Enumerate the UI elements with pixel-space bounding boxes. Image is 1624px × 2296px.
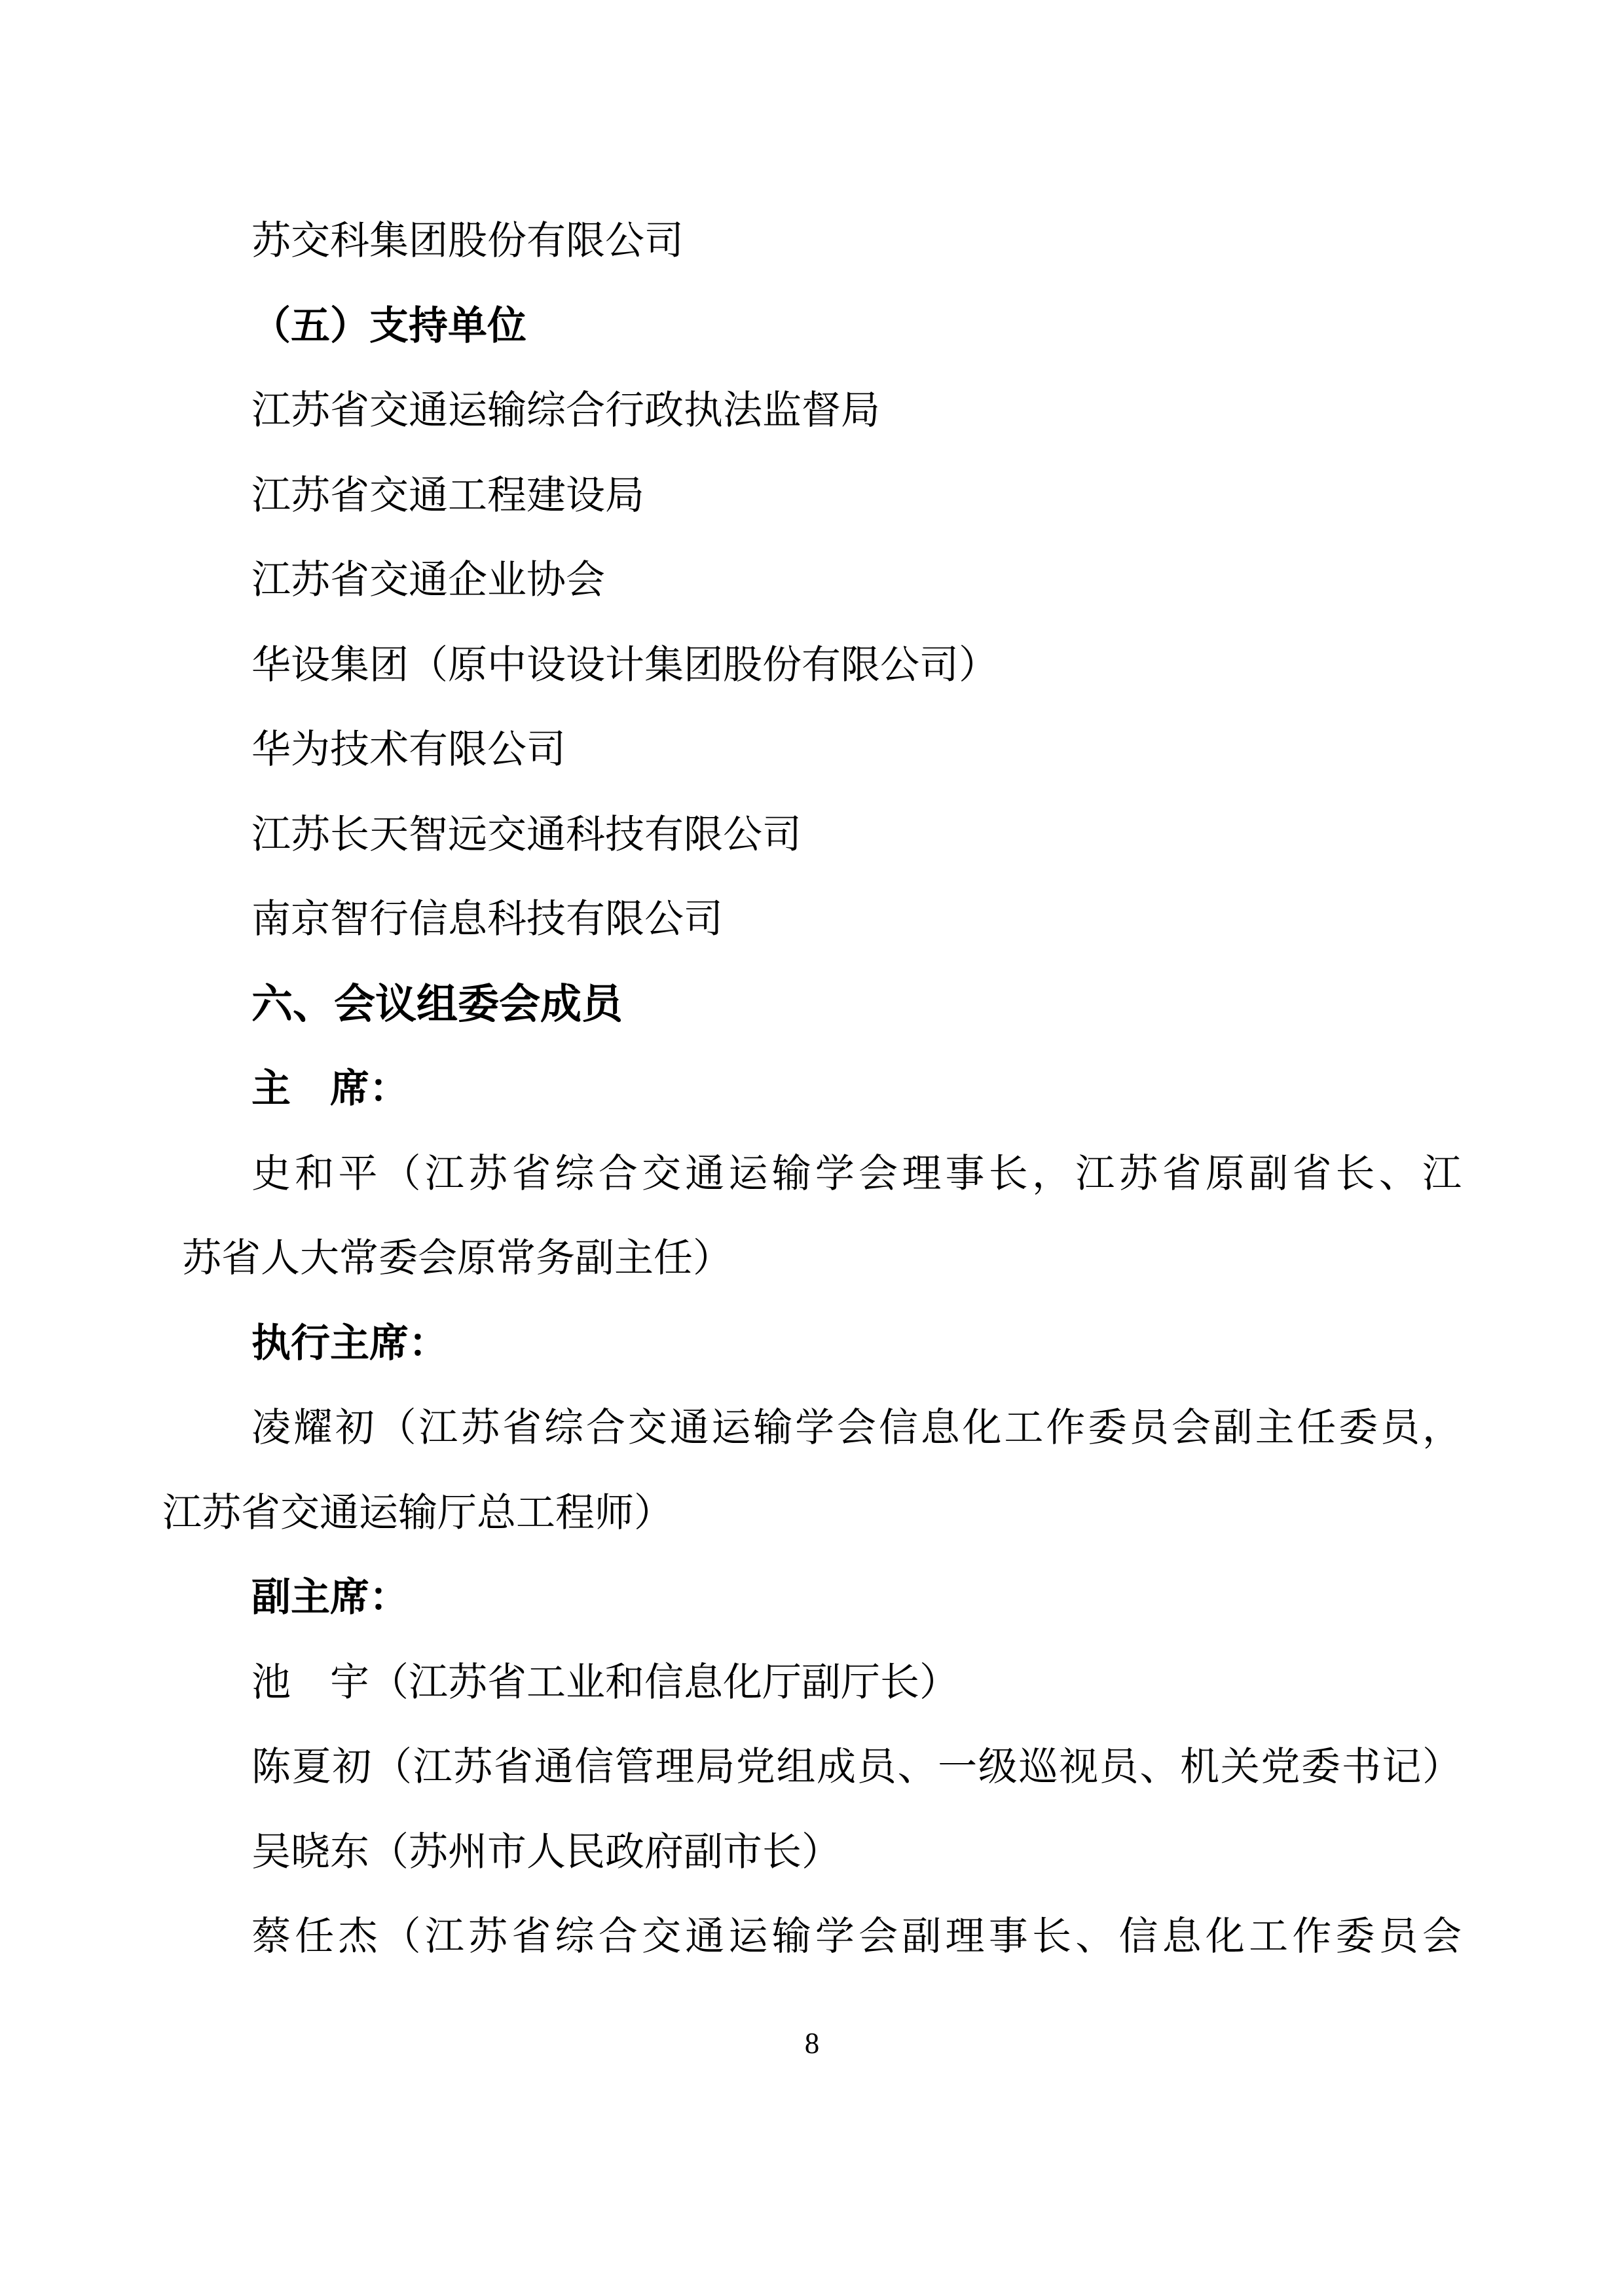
doc-line-6: 华设集团（原中设设计集团股份有限公司）: [251, 644, 998, 687]
doc-line-18: 池 宇（江苏省工业和信息化厅副厅长）: [251, 1661, 959, 1704]
doc-line-16: 江苏省交通运输厅总工程师）: [162, 1491, 673, 1535]
doc-line-8: 江苏长天智远交通科技有限公司: [251, 813, 802, 856]
doc-line-13: 苏省人大常委会原常务副主任）: [182, 1237, 732, 1280]
doc-line-4: 江苏省交通工程建设局: [251, 474, 644, 517]
doc-line-17: 副主席：: [251, 1576, 409, 1619]
doc-line-20: 吴晓东（苏州市人民政府副市长）: [251, 1831, 841, 1874]
page-number: 8: [804, 2027, 820, 2060]
doc-line-11: 主 席：: [251, 1067, 409, 1110]
doc-line-9: 南京智行信息科技有限公司: [251, 898, 723, 941]
doc-line-3: 江苏省交通运输综合行政执法监督局: [251, 389, 880, 432]
doc-line-15: 凌耀初（江苏省综合交通运输学会信息化工作委员会副主任委员，: [251, 1406, 1462, 1449]
doc-line-2: （五）支持单位: [251, 304, 526, 348]
doc-line-19: 陈夏初（江苏省通信管理局党组成员、一级巡视员、机关党委书记）: [251, 1745, 1462, 1789]
doc-line-21: 蔡任杰（江苏省综合交通运输学会副理事长、信息化工作委员会: [251, 1915, 1462, 1958]
doc-line-5: 江苏省交通企业协会: [251, 558, 605, 602]
doc-line-14: 执行主席：: [251, 1322, 448, 1365]
doc-line-7: 华为技术有限公司: [251, 728, 566, 771]
doc-line-12: 史和平（江苏省综合交通运输学会理事长，江苏省原副省长、江: [251, 1152, 1462, 1195]
doc-line-1: 苏交科集团股份有限公司: [251, 219, 684, 263]
doc-line-10: 六、会议组委会成员: [251, 981, 623, 1027]
